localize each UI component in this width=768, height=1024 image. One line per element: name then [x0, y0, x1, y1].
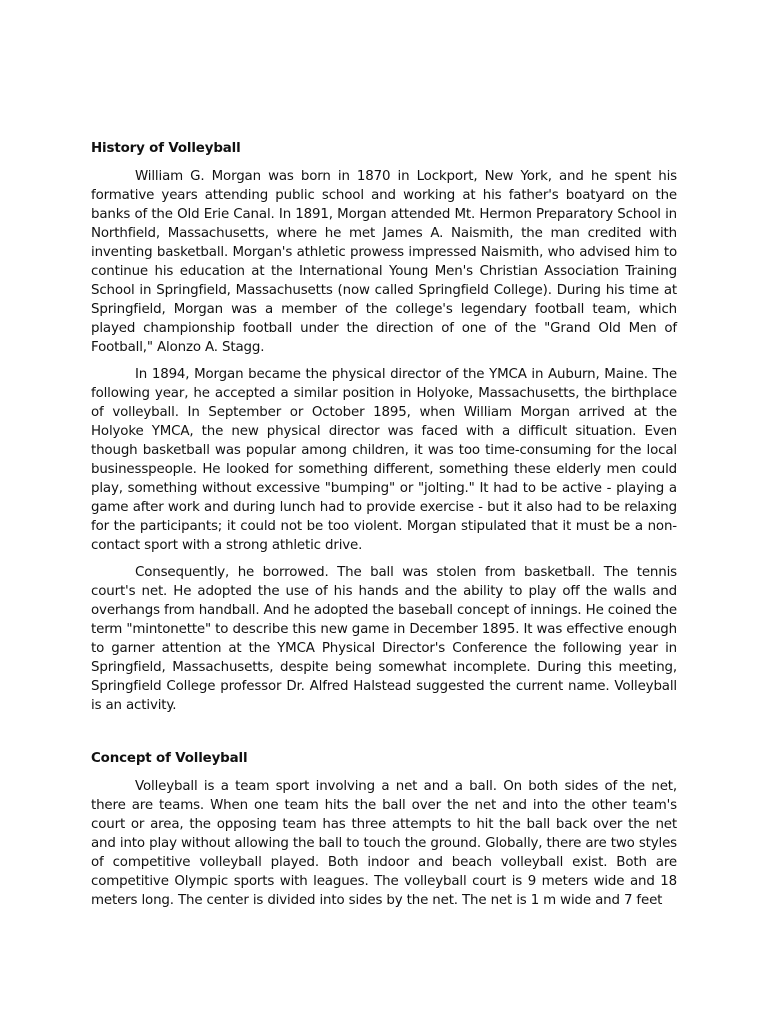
paragraph: Consequently, he borrowed. The ball was stolen from basketball. The tennis court's net. He adopted the use of his hands and the ability to play off the walls and overhangs from handball. And he adopted the baseball concept of innings. He coined the term "mintonette" to describe this new game in December 1895. It was effective enough to garner attention at the YMCA Physical Director's Conference the following year in Springfield, Massachusetts, despite being somewhat incomplete. During this meeting, Springfield College professor Dr. Alfred Halstead suggested the current name. Volleyball is an activity. [91, 565, 677, 713]
section-spacer [91, 723, 677, 749]
section-heading: Concept of Volleyball [91, 751, 248, 766]
paragraph: Volleyball is a team sport involving a net and a ball. On both sides of the net, there are teams. When one team hits the ball over the net and into the other team's court or area, the opposing team has three attempts to hit the ball back over the net and into play without allowing the ball to touch the ground. Globally, there are two styles of competitive volleyball played. Both indoor and beach volleyball exist. Both are competitive Olympic sports with leagues. The volleyball court is 9 meters wide and 18 meters long. The center is divided into sides by the net. The net is 1 m wide and 7 feet [91, 779, 677, 908]
document-body [91, 139, 677, 918]
paragraph: In 1894, Morgan became the physical director of the YMCA in Auburn, Maine. The following year, he accepted a similar position in Holyoke, Massachusetts, the birthplace of volleyball. In September or October 1895, when William Morgan arrived at the Holyoke YMCA, the new physical director was faced with a difficult situation. Even though basketball was popular among children, it was too time-consuming for the local businesspeople. He looked for something different, something these elderly men could play, something without excessive "bumping" or "jolting." It had to be active - playing a game after work and during lunch had to provide exercise - but it also had to be relaxing for the participants; it could not be too violent. Morgan stipulated that it must be a non-contact sport with a strong athletic drive. [91, 367, 677, 553]
section-history [91, 139, 677, 715]
section-heading: History of Volleyball [91, 141, 241, 156]
section-concept [91, 749, 677, 910]
paragraph: William G. Morgan was born in 1870 in Lockport, New York, and he spent his formative years attending public school and working at his father's boatyard on the banks of the Old Erie Canal. In 1891, Morgan attended Mt. Hermon Preparatory School in Northfield, Massachusetts, where he met James A. Naismith, the man credited with inventing basketball. Morgan's athletic prowess impressed Naismith, who advised him to continue his education at the International Young Men's Christian Association Training School in Springfield, Massachusetts (now called Springfield College). During his time at Springfield, Morgan was a member of the college's legendary football team, which played championship football under the direction of one of the "Grand Old Men of Football," Alonzo A. Stagg. [91, 169, 677, 355]
